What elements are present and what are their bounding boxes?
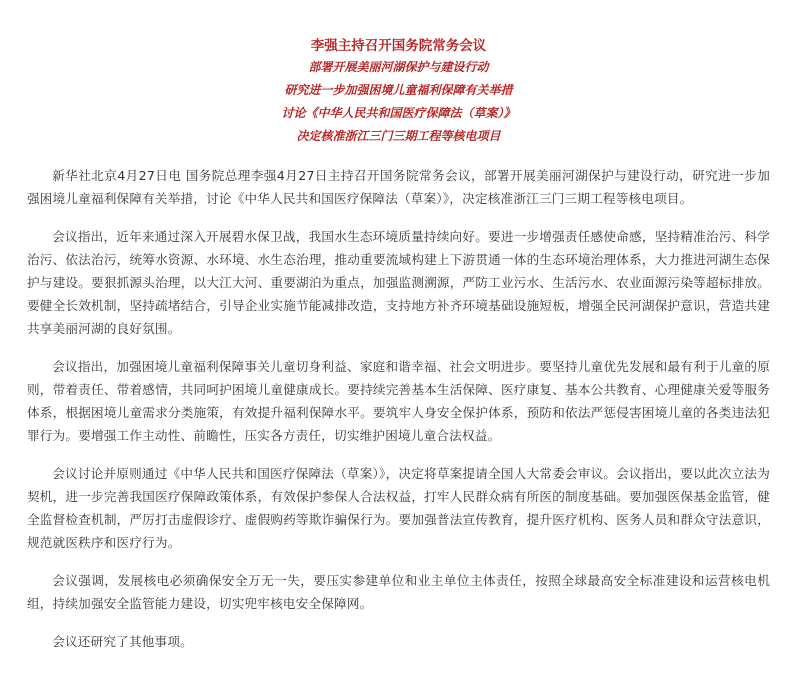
article-paragraph-rivers: 会议指出，近年来通过深入开展碧水保卫战，我国水生态环境质量持续向好。要进一步增强责任感使命感，坚持精准治污、科学治污、依法治污，统筹水资源、水环境、水生态治理，推动重要流域构建上下游贯通一体的生态环境治理体系，大力推进河湖生态保护与建设。要狠抓源头治理，以大江大河、重要湖泊为重点，加强监测溯源，严防工业污水、生活污水、农业面源污染等超标排放。要健全长效机制，坚持疏堵结合，引导企业实施节能减排改造，支持地方补齐环境基础设施短板，增强全民河湖保护意识，营造共建共享美丽河湖的良好氛围。	[27, 229, 770, 336]
article-subtitle-3: 讨论《中华人民共和国医疗保障法（草案）》	[281, 106, 516, 120]
article-paragraph-other: 会议还研究了其他事项。	[52, 634, 193, 649]
article-paragraph-lead: 新华社北京4月27日电 国务院总理李强4月27日主持召开国务院常务会议，部署开展美丽河湖保护与建设行动，研究进一步加强困境儿童福利保障有关举措，讨论《中华人民共和国医疗保障法（草案）》，决定核准浙江三门三期工程等核电项目。	[27, 168, 770, 206]
article-subtitle-2: 研究进一步加强困境儿童福利保障有关举措	[284, 83, 513, 97]
article-paragraph-nuclear: 会议强调，发展核电必须确保安全万无一失，要压实参建单位和业主单位主体责任，按照全球最高安全标准建设和运营核电机组，持续加强安全监管能力建设，切实兜牢核电安全保障网。	[27, 573, 770, 611]
article-subtitle-1: 部署开展美丽河湖保护与建设行动	[308, 60, 489, 74]
article-title: 李强主持召开国务院常务会议	[310, 38, 487, 54]
article-subtitle-4: 决定核准浙江三门三期工程等核电项目	[296, 129, 501, 143]
article-body	[27, 164, 770, 653]
headline-block	[27, 36, 770, 148]
article-paragraph-medical-law: 会议讨论并原则通过《中华人民共和国医疗保障法（草案）》，决定将草案提请全国人大常委会审议。会议指出，要以此次立法为契机，进一步完善我国医疗保障政策体系，有效保护参保人合法权益，打牢人民群众病有所医的制度基础。要加强医保基金监管，健全监督检查机制，严厉打击虚假诊疗、虚假购药等欺诈骗保行为。要加强普法宣传教育，提升医疗机构、医务人员和群众守法意识，规范就医秩序和医疗行为。	[27, 466, 770, 550]
article-paragraph-children: 会议指出，加强困境儿童福利保障事关儿童切身利益、家庭和谐幸福、社会文明进步。要坚持儿童优先发展和最有利于儿童的原则，带着责任、带着感情，共同呵护困境儿童健康成长。要持续完善基本生活保障、医疗康复、基本公共教育、心理健康关爱等服务体系，根据困境儿童需求分类施策，有效提升福利保障水平。要筑牢人身安全保护体系，预防和依法严惩侵害困境儿童的各类违法犯罪行为。要增强工作主动性、前瞻性，压实各方责任，切实维护困境儿童合法权益。	[27, 359, 770, 443]
